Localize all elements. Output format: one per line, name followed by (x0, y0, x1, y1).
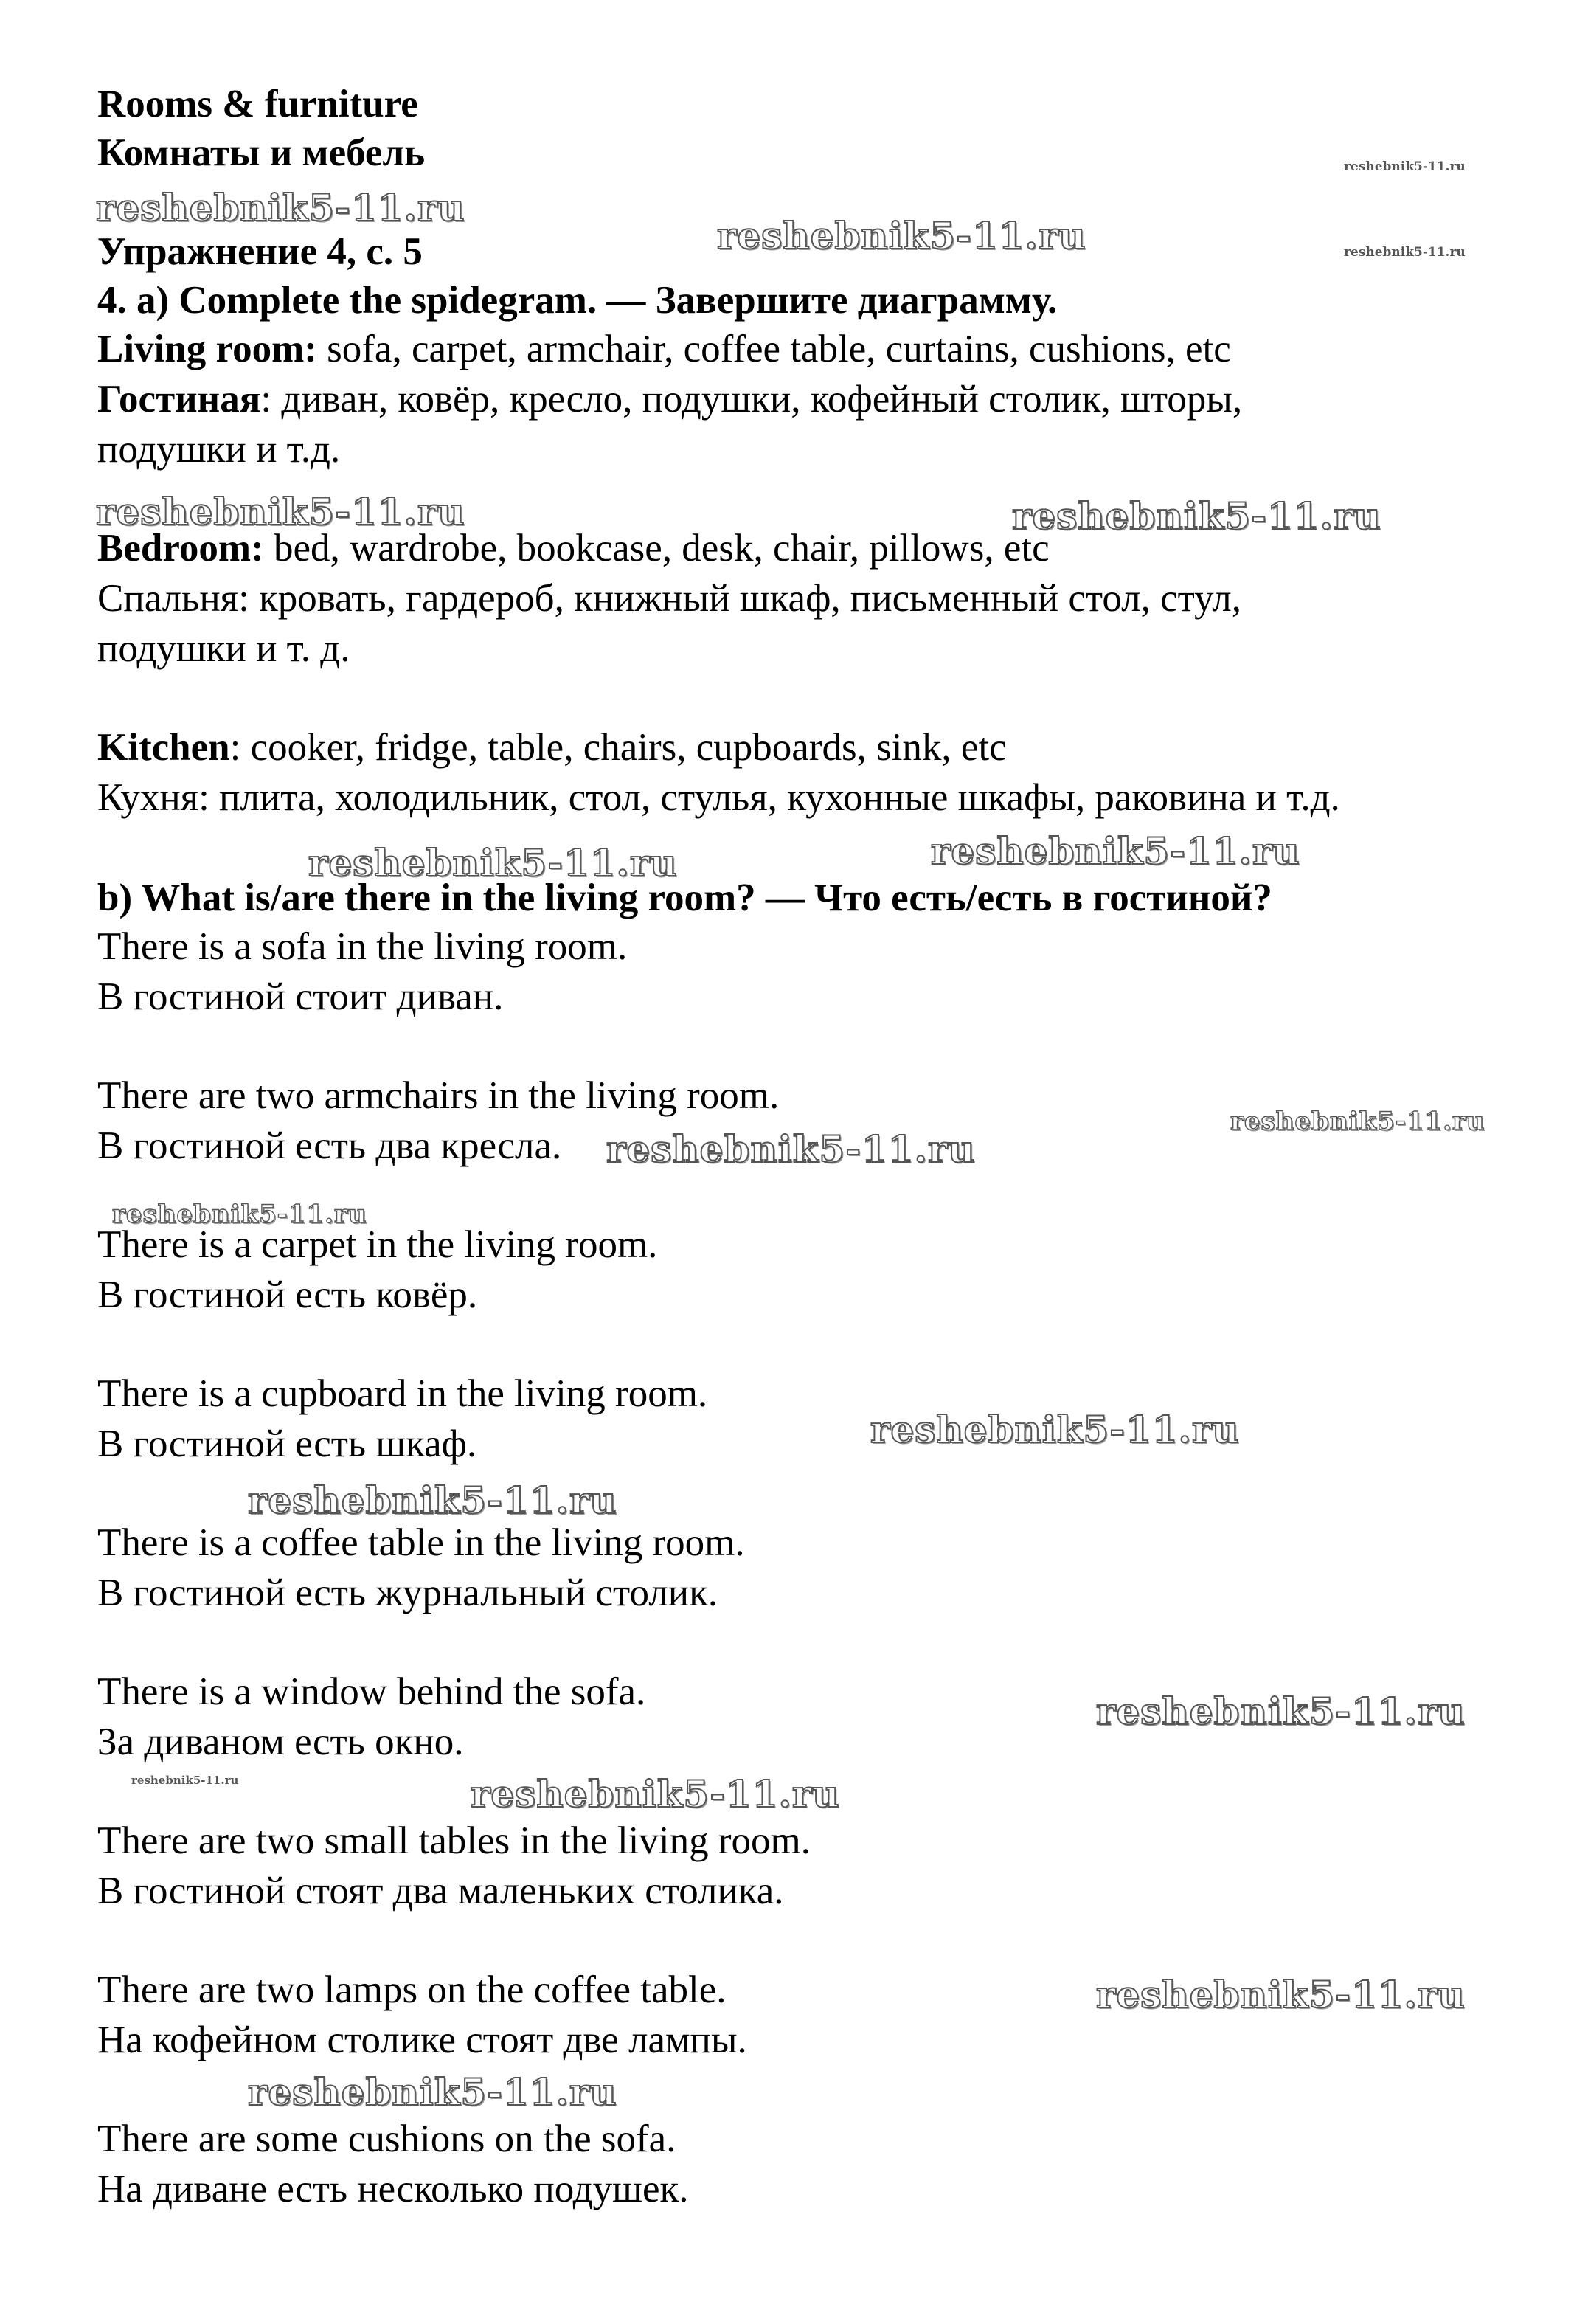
watermark: reshebnik5-11.ru (248, 1479, 617, 1522)
watermark: reshebnik5-11.ru (1344, 245, 1466, 260)
living-room-line (97, 325, 1231, 373)
watermark: reshebnik5-11.ru (471, 1772, 840, 1816)
living-room-items: sofa, carpet, armchair, coffee table, curtains, cushions, etc (316, 328, 1231, 370)
bedroom-items: bed, wardrobe, bookcase, desk, chair, pillows, etc (263, 527, 1050, 570)
living-room-ru-line (97, 375, 1242, 423)
watermark: reshebnik5-11.ru (308, 841, 678, 885)
living-room-ru-items: : диван, ковёр, кресло, подушки, кофейный столик, шторы, (260, 378, 1243, 421)
watermark: reshebnik5-11.ru (1012, 494, 1381, 538)
sentence-ru: В гостиной есть журнальный столик. (97, 1571, 718, 1614)
watermark: reshebnik5-11.ru (717, 214, 1086, 257)
sentence-en: There is a sofa in the living room. (97, 925, 628, 968)
living-room-ru-label: Гостиная (97, 378, 261, 421)
kitchen-line (97, 723, 1007, 772)
bedroom-label: Bedroom: (97, 527, 264, 570)
sentence-en: There are two small tables in the living room. (97, 1819, 811, 1862)
kitchen-items: : cooker, fridge, table, chairs, cupboards, sink, etc (229, 726, 1007, 769)
watermark: reshebnik5-11.ru (248, 2070, 617, 2114)
bedroom-ru-continued: подушки и т. д. (97, 627, 350, 670)
watermark: reshebnik5-11.ru (1096, 1690, 1466, 1733)
sentence-en: There are some cushions on the sofa. (97, 2117, 676, 2160)
sentence-ru: В гостиной стоят два маленьких столика. (97, 1870, 784, 1912)
sentence-en: There are two armchairs in the living room. (97, 1074, 780, 1117)
sentence-ru: На диване есть несколько подушек. (97, 2168, 689, 2210)
part-a-heading: 4. a) Complete the spidegram. — Завершите диаграмму. (97, 279, 1058, 322)
sentence-en: There is a coffee table in the living room. (97, 1521, 745, 1564)
sentence-ru: За диваном есть окно. (97, 1720, 464, 1763)
watermark: reshebnik5-11.ru (131, 1774, 239, 1787)
exercise-number: Упражнение 4, с. 5 (97, 230, 423, 273)
watermark: reshebnik5-11.ru (1344, 159, 1466, 174)
kitchen-label: Kitchen (97, 726, 230, 769)
title-russian: Комнаты и мебель (97, 131, 426, 174)
part-b-heading: b) What is/are there in the living room? — Что есть/есть в гостиной? (97, 876, 1272, 919)
kitchen-ru-line: Кухня: плита, холодильник, стол, стулья, кухонные шкафы, раковина и т.д. (97, 776, 1340, 819)
title-english: Rooms & furniture (97, 83, 418, 125)
living-room-label: Living room: (97, 328, 317, 370)
sentence-en: There is a carpet in the living room. (97, 1223, 658, 1266)
sentence-ru: На кофейном столике стоят две лампы. (97, 2019, 747, 2061)
watermark: reshebnik5-11.ru (1230, 1107, 1485, 1136)
watermark: reshebnik5-11.ru (112, 1200, 367, 1229)
sentence-ru: В гостиной есть шкаф. (97, 1422, 477, 1465)
sentence-ru: В гостиной стоит диван. (97, 975, 504, 1018)
watermark: reshebnik5-11.ru (606, 1127, 976, 1171)
sentence-ru: В гостиной есть два кресла. (97, 1124, 562, 1167)
sentence-en: There is a cupboard in the living room. (97, 1372, 708, 1415)
watermark: reshebnik5-11.ru (1096, 1973, 1466, 2016)
sentence-en: There is a window behind the sofa. (97, 1670, 646, 1713)
watermark: reshebnik5-11.ru (870, 1408, 1240, 1451)
watermark: reshebnik5-11.ru (96, 186, 465, 229)
watermark: reshebnik5-11.ru (96, 490, 465, 533)
sentence-en: There are two lamps on the coffee table. (97, 1968, 727, 2011)
living-room-ru-continued: подушки и т.д. (97, 428, 341, 471)
sentence-ru: В гостиной есть ковёр. (97, 1273, 478, 1316)
bedroom-ru-line: Спальня: кровать, гардероб, книжный шкаф, письменный стол, стул, (97, 577, 1241, 620)
watermark: reshebnik5-11.ru (931, 829, 1300, 873)
